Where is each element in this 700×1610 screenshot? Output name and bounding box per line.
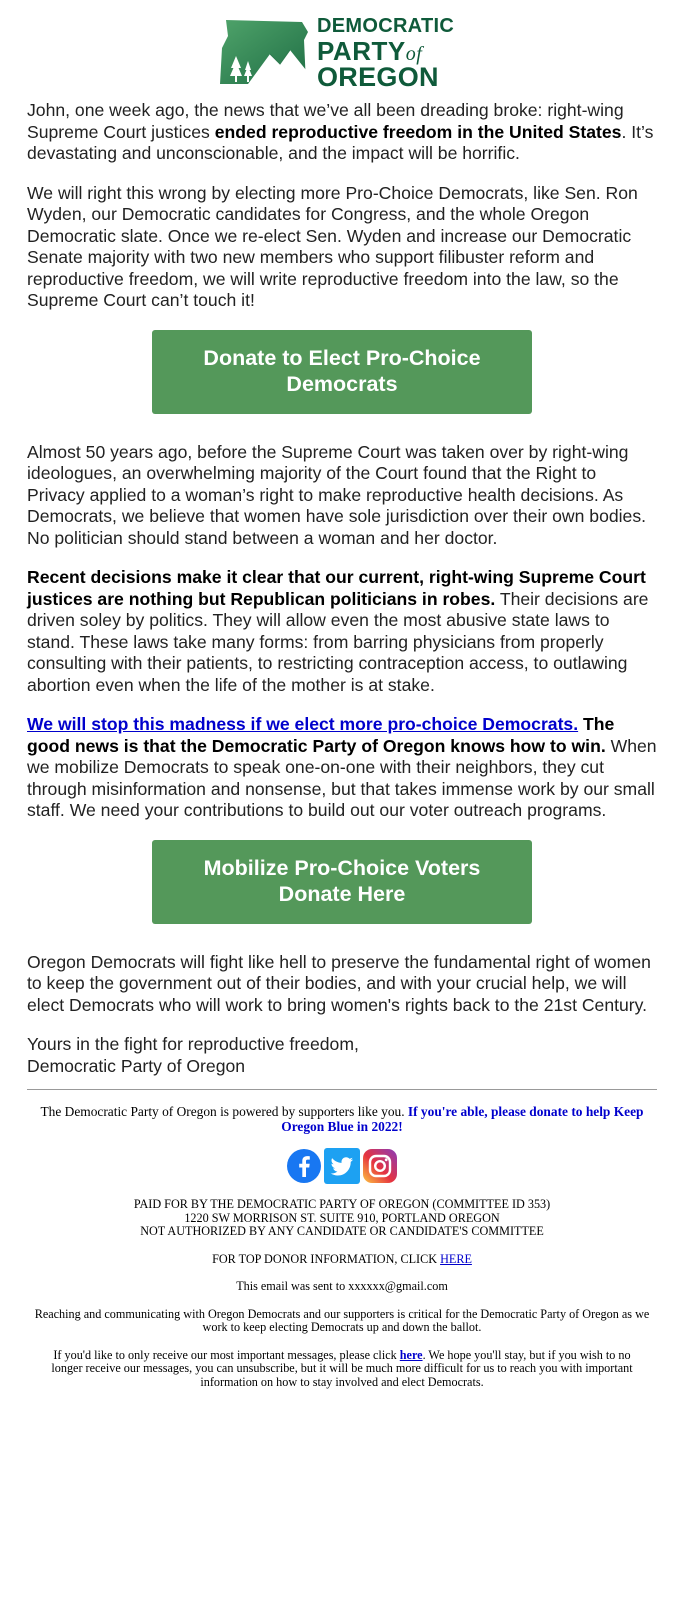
email-preferences-notice [27, 1349, 657, 1390]
logo-line-1: DEMOCRATIC [317, 15, 455, 37]
stop-madness-link[interactable]: We will stop this madness if we elect more pro-choice Democrats. [27, 714, 579, 734]
preferences-here-link[interactable]: here [399, 1347, 423, 1362]
mobilize-donate-button[interactable]: Mobilize Pro-Choice Voters Donate Here [152, 840, 532, 924]
top-donor-info [27, 1253, 657, 1267]
paragraph-5 [27, 714, 657, 822]
twitter-icon[interactable] [324, 1148, 360, 1184]
footer [27, 1104, 657, 1389]
logo-line-3: OREGON [317, 62, 439, 92]
footer-intro [27, 1104, 657, 1134]
signature-line-1: Yours in the fight for reproductive freedom, [27, 1034, 359, 1054]
footer-divider [27, 1089, 657, 1090]
paragraph-5-text: When we mobilize Democrats to speak one-on-one with their neighbors, they cut through misinformation and nonsense, but that takes immense work by our small staff. We need your contributions to build out our voter outreach programs. [27, 735, 657, 820]
paragraph-6: Oregon Democrats will fight like hell to preserve the fundamental right of women to keep the government out of their bodies, and with your crucial help, we will elect Democrats who will work to bring women's rights back to the 21st Century. [27, 951, 651, 1015]
social-links [27, 1148, 657, 1184]
paid-line-1: PAID FOR BY THE DEMOCRATIC PARTY OF OREGON (COMMITTEE ID 353) [133, 1197, 551, 1211]
paragraph-4-bold: Recent decisions make it clear that our current, right-wing Supreme Court justices are nothing but Republican politicians in robes. [27, 567, 646, 609]
paid-line-3: NOT AUTHORIZED BY ANY CANDIDATE OR CANDIDATE'S COMMITTEE [140, 1224, 544, 1238]
donate-elect-button[interactable]: Donate to Elect Pro-Choice Democrats [152, 330, 532, 414]
paid-line-2: 1220 SW MORRISON ST. SUITE 910, PORTLAND OREGON [184, 1210, 500, 1225]
oregon-map-logo-icon [218, 18, 310, 86]
donate-keep-oregon-blue-link[interactable]: If you're able, please donate to help Keep Oregon Blue in 2022! [281, 1104, 644, 1134]
logo-wordmark [317, 16, 454, 91]
prefs-text-a: If you'd like to only receive our most important messages, please click [53, 1347, 400, 1362]
instagram-icon[interactable] [362, 1148, 398, 1184]
paragraph-1-text-a: John, one week ago, the news that we’ve all been dreading broke: right-wing Supreme Court justices [27, 100, 624, 142]
paragraph-1-text-b: . It’s devastating and unconscionable, and the impact will be horrific. [27, 121, 654, 163]
paragraph-2: We will right this wrong by electing more Pro-Choice Democrats, like Sen. Ron Wyden, our Democratic candidates for Congress, and the whole Oregon Democratic slate. Once we re-elect Sen. Wyden and increase our Democratic Senate majority with two new members who support filibuster reform and reproductive freedom, we will write reproductive freedom into the law, so the Supreme Court can’t touch it! [27, 182, 638, 310]
top-donor-text: FOR TOP DONOR INFORMATION, CLICK [212, 1251, 441, 1266]
reaching-notice: Reaching and communicating with Oregon Democrats and our supporters is critical for the Democratic Party of Oregon as we work to keep electing Democrats up and down the ballot. [34, 1306, 650, 1334]
paragraph-4-text: Their decisions are driven soley by politics. They will allow even the most abusive state laws to stand. These laws take many forms: from barring physicians from properly consulting with their patients, to restricting contraception access, to outlawing abortion even when the life of the mother is at stake. [27, 588, 649, 695]
facebook-icon[interactable] [286, 1148, 322, 1184]
paragraph-5-bold: The good news is that the Democratic Party of Oregon knows how to win. [27, 714, 615, 756]
logo-line-2: PARTY [317, 36, 406, 66]
paragraph-1 [27, 100, 657, 165]
logo-line-2-of: of [405, 43, 423, 65]
paragraph-1-bold: ended reproductive freedom in the United States [214, 121, 622, 142]
paid-for-disclaimer [27, 1198, 657, 1239]
logo [27, 0, 657, 100]
footer-intro-text: The Democratic Party of Oregon is powered by supporters like you. [40, 1104, 408, 1119]
signature-line-2: Democratic Party of Oregon [27, 1055, 246, 1076]
sent-to-notice: This email was sent to xxxxxx@gmail.com [236, 1279, 448, 1293]
prefs-text-b: . We hope you'll stay, but if you wish to no longer receive our messages, you can unsubscribe, but it will be much more difficult for us to reach you with important information on how to stay involved and elect Democrats. [51, 1347, 633, 1389]
paragraph-4 [27, 567, 657, 696]
top-donor-link[interactable]: HERE [440, 1251, 472, 1266]
signature [27, 1034, 657, 1077]
paragraph-3: Almost 50 years ago, before the Supreme Court was taken over by right-wing ideologues, an overwhelming majority of the Court found that the Right to Privacy applied to a woman’s right to make reproductive health decisions. As Democrats, we believe that women have sole jurisdiction over their own bodies. No politician should stand between a woman and her doctor. [27, 441, 647, 548]
